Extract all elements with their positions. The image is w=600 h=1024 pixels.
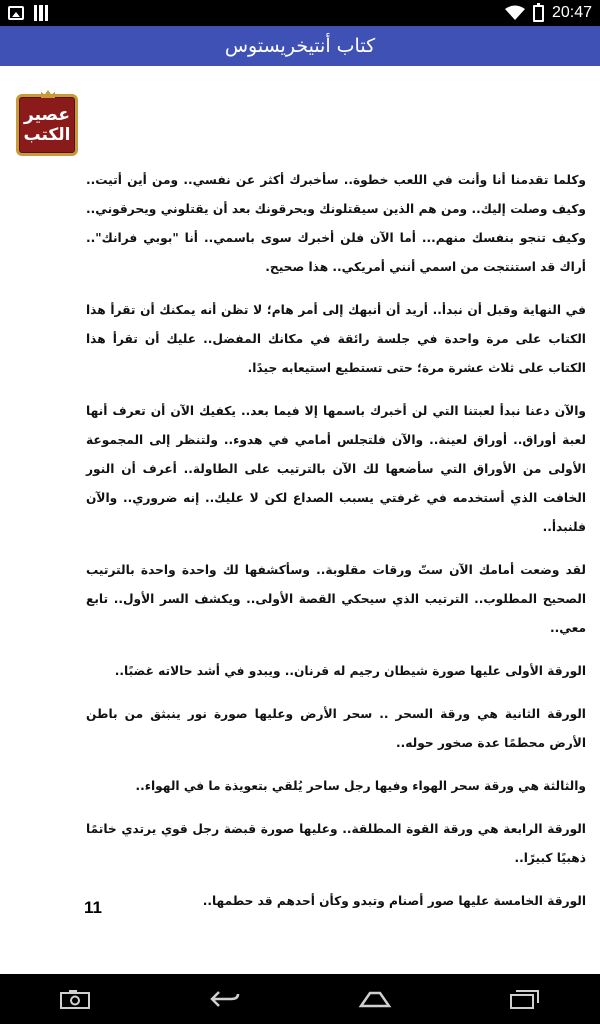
app-title: كتاب أنتيخريستوس (224, 35, 376, 57)
navigation-bar (0, 974, 600, 1024)
paragraph: الورقة الخامسة عليها صور أصنام وتبدو وكأن أحدهم قد حطمها.. (202, 894, 586, 908)
book-text (86, 166, 586, 930)
crown-icon (41, 90, 55, 98)
app-bar (0, 26, 600, 66)
image-notification-icon (8, 6, 24, 20)
paragraph: الورقة الرابعة هي ورقة القوة المطلقة.. وعليها صورة قبضة رجل قوي يرتدي خاتمًا ذهبيًا كبيرًا.. (86, 822, 586, 865)
back-arrow-icon (209, 989, 241, 1009)
battery-icon (533, 5, 544, 22)
paragraph: في النهاية وقبل أن نبدأ.. أريد أن أنبهك إلى أمر هام؛ لا تظن أنه يمكنك أن تقرأ هذا الكتاب على مرة واحدة في جلسة رائقة في مكانك المفضل.. عليك أن تقرأ هذا الكتاب على ثلاث عشرة مرة؛ حتى تستطيع استيعابه جيدًا. (86, 303, 586, 375)
barcode-notification-icon (34, 5, 48, 21)
paragraph: لقد وضعت أمامك الآن ستّ ورقات مقلوبة.. وسأكشفها لك واحدة واحدة بالترتيب الصحيح المطلوب.. الترتيب الذي سيحكي القصة الأولى.. ويكشف السر الأول.. تابع معي.. (86, 563, 586, 635)
back-button[interactable] (195, 979, 255, 1019)
screenshot-button[interactable] (45, 979, 105, 1019)
logo-line-1: عصير (24, 105, 70, 125)
paragraph: الورقة الثانية هي ورقة السحر .. سحر الأرض وعليها صورة نور ينبثق من باطن الأرض محطمًا عدة صخور حوله.. (86, 707, 586, 750)
paragraph: والثالثة هي ورقة سحر الهواء وفيها رجل ساحر يُلقي بتعويذة ما في الهواء.. (135, 779, 586, 793)
notification-icons (8, 5, 48, 21)
home-icon (358, 990, 392, 1008)
system-icons (505, 4, 592, 22)
status-time: 20:47 (551, 4, 592, 21)
paragraph: الورقة الأولى عليها صورة شيطان رجيم له قرنان.. ويبدو في أشد حالاته غضبًا.. (114, 664, 586, 678)
home-button[interactable] (345, 979, 405, 1019)
logo-line-2: الكتب (23, 125, 71, 145)
publisher-logo (16, 94, 78, 156)
reader-page[interactable] (0, 66, 600, 974)
status-bar (0, 0, 600, 26)
recents-icon (509, 988, 541, 1010)
paragraph: وكلما تقدمنا أنا وأنت في اللعب خطوة.. سأخبرك أكثر عن نفسي.. ومن أين أتيت.. وكيف وصلت إليك.. ومن هم الذين سيقتلونك ويحرقونك بعد أن يقتلوني ويحرقوني.. وكيف تنجو بنفسك منهم... أما الآن فلن أخبرك سوى باسمي.. أنا "بوبي فرانك".. أراك قد استنتجت من اسمي أنني أمريكي.. هذا صحيح. (86, 173, 586, 274)
camera-icon (59, 988, 91, 1010)
wifi-icon (505, 5, 525, 21)
paragraph: والآن دعنا نبدأ لعبتنا التي لن أخبرك باسمها إلا فيما بعد.. يكفيك الآن أن تعرف أنها لعبة أوراق.. أوراق لعينة.. والآن فلتجلس أمامي في هدوء.. ولتنظر إلى المجموعة الأولى من الأوراق التي سأضعها لك الآن بالترتيب على الطاولة.. أعرف أن النور الخافت الذي أستخدمه في غرفتي يسبب الصداع لكن لا عليك.. إنه ضروري.. والآن فلنبدأ.. (86, 404, 586, 534)
recents-button[interactable] (495, 979, 555, 1019)
page-number: 11 (84, 898, 102, 917)
